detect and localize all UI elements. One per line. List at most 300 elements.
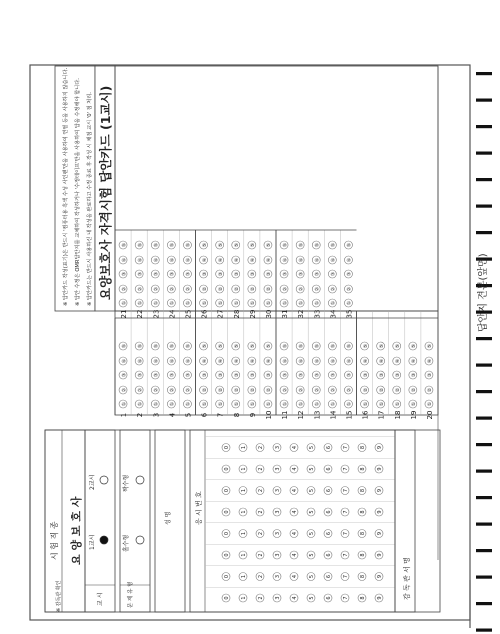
answer-bubble[interactable]: [264, 371, 272, 379]
digit-label: 9: [377, 445, 384, 450]
exam-number-bubble[interactable]: [290, 551, 298, 559]
exam-number-bubble[interactable]: [341, 508, 349, 516]
answer-bubble[interactable]: [183, 386, 191, 394]
bubble-label: ①: [201, 300, 208, 306]
exam-number-bubble[interactable]: [307, 444, 315, 452]
answer-bubble[interactable]: [151, 342, 159, 350]
answer-bubble[interactable]: [135, 270, 143, 278]
exam-number-bubble[interactable]: [307, 551, 315, 559]
answer-bubble[interactable]: [312, 270, 320, 278]
answer-bubble[interactable]: [328, 299, 336, 307]
answer-bubble[interactable]: [296, 256, 304, 264]
answer-bubble[interactable]: [151, 400, 159, 408]
answer-bubble[interactable]: [344, 342, 352, 350]
exam-number-bubble[interactable]: [375, 508, 383, 516]
answer-bubble[interactable]: [200, 386, 208, 394]
answer-bubble[interactable]: [151, 256, 159, 264]
answer-bubble[interactable]: [344, 386, 352, 394]
exam-number-bubble[interactable]: [290, 530, 298, 538]
exam-number-bubble[interactable]: [324, 487, 332, 495]
exam-number-bubble[interactable]: [341, 487, 349, 495]
answer-bubble[interactable]: [183, 285, 191, 293]
answer-bubble[interactable]: [328, 400, 336, 408]
answer-bubble[interactable]: [296, 400, 304, 408]
digit-label: 1: [241, 553, 248, 557]
answer-bubble[interactable]: [280, 371, 288, 379]
answer-bubble[interactable]: [296, 299, 304, 307]
answer-bubble[interactable]: [264, 342, 272, 350]
answer-bubble[interactable]: [216, 386, 224, 394]
bubble-label: ①: [378, 401, 385, 407]
answer-bubble[interactable]: [232, 386, 240, 394]
exam-number-bubble[interactable]: [324, 530, 332, 538]
exam-number-bubble[interactable]: [273, 508, 281, 516]
exam-number-bubble[interactable]: [341, 530, 349, 538]
exam-number-bubble[interactable]: [256, 487, 264, 495]
bubble-label: ⑤: [201, 242, 208, 248]
exam-number-bubble[interactable]: [341, 594, 349, 602]
answer-bubble[interactable]: [248, 342, 256, 350]
answer-bubble[interactable]: [216, 371, 224, 379]
answer-bubble[interactable]: [135, 256, 143, 264]
digit-label: 0: [224, 531, 231, 536]
answer-bubble[interactable]: [409, 400, 417, 408]
answer-bubble[interactable]: [377, 400, 385, 408]
digit-label: 9: [377, 596, 384, 600]
exam-number-bubble[interactable]: [358, 508, 366, 516]
answer-bubble[interactable]: [135, 386, 143, 394]
answer-bubble[interactable]: [312, 256, 320, 264]
answer-bubble[interactable]: [425, 357, 433, 365]
answer-bubble[interactable]: [393, 371, 401, 379]
digit-label: 5: [309, 596, 316, 600]
answer-bubble[interactable]: [135, 285, 143, 293]
answer-bubble[interactable]: [264, 270, 272, 278]
exam-number-bubble[interactable]: [375, 573, 383, 581]
answer-bubble[interactable]: [167, 386, 175, 394]
exam-number-bubble[interactable]: [290, 573, 298, 581]
answer-row: [135, 241, 144, 318]
question-number: 25: [184, 309, 193, 319]
answer-bubble[interactable]: [344, 400, 352, 408]
exam-number-bubble[interactable]: [324, 551, 332, 559]
question-type-bubble[interactable]: [136, 536, 144, 544]
answer-bubble[interactable]: [264, 357, 272, 365]
answer-bubble[interactable]: [248, 241, 256, 249]
answer-bubble[interactable]: [119, 400, 127, 408]
exam-number-bubble[interactable]: [222, 444, 230, 452]
exam-number-bubble[interactable]: [358, 530, 366, 538]
exam-number-bubble[interactable]: [239, 530, 247, 538]
answer-bubble[interactable]: [344, 256, 352, 264]
exam-number-bubble[interactable]: [222, 530, 230, 538]
answer-bubble[interactable]: [296, 371, 304, 379]
exam-number-bubble[interactable]: [375, 530, 383, 538]
exam-number-bubble[interactable]: [256, 444, 264, 452]
answer-bubble[interactable]: [248, 400, 256, 408]
answer-bubble[interactable]: [167, 270, 175, 278]
timing-mark: [476, 390, 492, 393]
answer-bubble[interactable]: [361, 386, 369, 394]
exam-number-bubble[interactable]: [324, 508, 332, 516]
answer-row: [183, 241, 192, 318]
answer-bubble[interactable]: [280, 342, 288, 350]
answer-bubble[interactable]: [328, 285, 336, 293]
bubble-label: ④: [137, 358, 144, 364]
answer-bubble[interactable]: [377, 357, 385, 365]
exam-number-bubble[interactable]: [358, 594, 366, 602]
answer-bubble[interactable]: [393, 386, 401, 394]
answer-bubble[interactable]: [232, 270, 240, 278]
answer-bubble[interactable]: [264, 386, 272, 394]
answer-bubble[interactable]: [361, 342, 369, 350]
session-bubble[interactable]: [100, 476, 108, 484]
answer-bubble[interactable]: [344, 371, 352, 379]
answer-bubble[interactable]: [328, 342, 336, 350]
answer-bubble[interactable]: [409, 371, 417, 379]
answer-bubble[interactable]: [248, 371, 256, 379]
exam-number-bubble[interactable]: [273, 530, 281, 538]
answer-bubble[interactable]: [183, 241, 191, 249]
answer-bubble[interactable]: [328, 241, 336, 249]
digit-label: 5: [309, 531, 316, 536]
answer-bubble[interactable]: [200, 400, 208, 408]
answer-bubble[interactable]: [119, 371, 127, 379]
answer-bubble[interactable]: [183, 357, 191, 365]
answer-bubble[interactable]: [280, 299, 288, 307]
answer-bubble[interactable]: [135, 241, 143, 249]
answer-bubble[interactable]: [280, 285, 288, 293]
answer-bubble[interactable]: [183, 371, 191, 379]
exam-number-bubble[interactable]: [324, 573, 332, 581]
answer-bubble[interactable]: [183, 299, 191, 307]
answer-bubble[interactable]: [232, 285, 240, 293]
digit-label: 7: [343, 574, 350, 579]
exam-number-bubble[interactable]: [239, 465, 247, 473]
question-number: 35: [345, 309, 354, 319]
answer-bubble[interactable]: [248, 285, 256, 293]
exam-number-bubble[interactable]: [222, 508, 230, 516]
answer-bubble[interactable]: [200, 299, 208, 307]
answer-bubble[interactable]: [200, 256, 208, 264]
exam-number-bubble[interactable]: [222, 573, 230, 581]
answer-bubble[interactable]: [167, 371, 175, 379]
bubble-label: ④: [201, 358, 208, 364]
answer-bubble[interactable]: [151, 371, 159, 379]
exam-number-bubble[interactable]: [341, 551, 349, 559]
answer-bubble[interactable]: [248, 386, 256, 394]
answer-bubble[interactable]: [312, 285, 320, 293]
answer-bubble[interactable]: [200, 285, 208, 293]
exam-number-bubble[interactable]: [239, 551, 247, 559]
answer-bubble[interactable]: [409, 357, 417, 365]
answer-bubble[interactable]: [200, 241, 208, 249]
answer-bubble[interactable]: [377, 371, 385, 379]
bubble-label: ⑤: [201, 343, 208, 349]
exam-number-bubble[interactable]: [358, 465, 366, 473]
exam-number-bubble[interactable]: [375, 465, 383, 473]
answer-bubble[interactable]: [135, 299, 143, 307]
exam-number-bubble[interactable]: [273, 551, 281, 559]
exam-number-bubble[interactable]: [239, 444, 247, 452]
answer-bubble[interactable]: [344, 357, 352, 365]
answer-bubble[interactable]: [280, 386, 288, 394]
answer-bubble[interactable]: [183, 342, 191, 350]
answer-bubble[interactable]: [312, 299, 320, 307]
exam-number-bubble[interactable]: [222, 551, 230, 559]
exam-number-bubble[interactable]: [307, 530, 315, 538]
bubble-label: ④: [169, 358, 176, 364]
answer-bubble[interactable]: [361, 357, 369, 365]
answer-bubble[interactable]: [135, 400, 143, 408]
exam-number-bubble[interactable]: [273, 444, 281, 452]
answer-bubble[interactable]: [167, 241, 175, 249]
question-number: 30: [264, 309, 273, 319]
exam-number-bubble[interactable]: [256, 530, 264, 538]
exam-number-bubble[interactable]: [222, 487, 230, 495]
answer-bubble[interactable]: [232, 342, 240, 350]
answer-bubble[interactable]: [167, 400, 175, 408]
answer-bubble[interactable]: [264, 285, 272, 293]
answer-bubble[interactable]: [328, 386, 336, 394]
answer-bubble[interactable]: [200, 357, 208, 365]
exam-number-bubble[interactable]: [358, 573, 366, 581]
answer-bubble[interactable]: [151, 285, 159, 293]
answer-bubble[interactable]: [216, 241, 224, 249]
answer-bubble[interactable]: [264, 256, 272, 264]
answer-bubble[interactable]: [312, 241, 320, 249]
answer-bubble[interactable]: [119, 299, 127, 307]
exam-number-bubble[interactable]: [239, 508, 247, 516]
answer-bubble[interactable]: [183, 270, 191, 278]
answer-bubble[interactable]: [328, 256, 336, 264]
exam-number-bubble[interactable]: [222, 594, 230, 602]
answer-bubble[interactable]: [119, 285, 127, 293]
exam-number-bubble[interactable]: [273, 465, 281, 473]
bubble-label: ③: [266, 271, 273, 277]
answer-bubble[interactable]: [328, 270, 336, 278]
answer-bubble[interactable]: [200, 270, 208, 278]
answer-bubble[interactable]: [409, 386, 417, 394]
exam-number-bubble[interactable]: [239, 487, 247, 495]
exam-number-bubble[interactable]: [358, 487, 366, 495]
answer-bubble[interactable]: [167, 256, 175, 264]
session-bubble[interactable]: [100, 536, 108, 544]
answer-bubble[interactable]: [296, 241, 304, 249]
digit-label: 1: [241, 467, 248, 471]
answer-bubble[interactable]: [232, 357, 240, 365]
bubble-label: ②: [169, 286, 176, 292]
answer-bubble[interactable]: [280, 241, 288, 249]
answer-bubble[interactable]: [232, 371, 240, 379]
exam-number-bubble[interactable]: [307, 573, 315, 581]
exam-number-bubble[interactable]: [307, 508, 315, 516]
answer-bubble[interactable]: [296, 285, 304, 293]
exam-number-bubble[interactable]: [256, 594, 264, 602]
answer-bubble[interactable]: [232, 241, 240, 249]
exam-number-bubble[interactable]: [256, 551, 264, 559]
timing-mark: [476, 125, 492, 128]
answer-bubble[interactable]: [151, 299, 159, 307]
answer-bubble[interactable]: [248, 256, 256, 264]
answer-bubble[interactable]: [312, 400, 320, 408]
answer-bubble[interactable]: [296, 357, 304, 365]
exam-number-bubble[interactable]: [324, 594, 332, 602]
answer-bubble[interactable]: [135, 357, 143, 365]
exam-number-bubble[interactable]: [307, 487, 315, 495]
answer-bubble[interactable]: [183, 256, 191, 264]
exam-number-bubble[interactable]: [375, 594, 383, 602]
answer-bubble[interactable]: [393, 357, 401, 365]
answer-bubble[interactable]: [216, 400, 224, 408]
exam-number-bubble[interactable]: [358, 551, 366, 559]
answer-bubble[interactable]: [119, 270, 127, 278]
answer-bubble[interactable]: [425, 400, 433, 408]
answer-bubble[interactable]: [425, 386, 433, 394]
answer-bubble[interactable]: [216, 285, 224, 293]
answer-bubble[interactable]: [248, 270, 256, 278]
answer-bubble[interactable]: [425, 342, 433, 350]
exam-number-bubble[interactable]: [256, 465, 264, 473]
answer-bubble[interactable]: [248, 299, 256, 307]
answer-bubble[interactable]: [393, 342, 401, 350]
answer-bubble[interactable]: [232, 299, 240, 307]
bubble-label: ⑤: [217, 242, 224, 248]
timing-mark: [476, 523, 492, 526]
answer-bubble[interactable]: [312, 342, 320, 350]
exam-number-bubble[interactable]: [375, 487, 383, 495]
answer-bubble[interactable]: [151, 386, 159, 394]
exam-number-bubble[interactable]: [341, 573, 349, 581]
answer-bubble[interactable]: [167, 342, 175, 350]
question-type-bubble[interactable]: [136, 476, 144, 484]
exam-number-bubble[interactable]: [239, 573, 247, 581]
question-number: 19: [409, 410, 418, 420]
bubble-label: ④: [394, 358, 401, 364]
answer-bubble[interactable]: [328, 357, 336, 365]
answer-bubble[interactable]: [264, 299, 272, 307]
answer-bubble[interactable]: [280, 256, 288, 264]
answer-bubble[interactable]: [216, 342, 224, 350]
answer-bubble[interactable]: [200, 342, 208, 350]
answer-bubble[interactable]: [264, 400, 272, 408]
answer-bubble[interactable]: [264, 241, 272, 249]
exam-number-bubble[interactable]: [324, 465, 332, 473]
answer-bubble[interactable]: [216, 357, 224, 365]
answer-bubble[interactable]: [344, 285, 352, 293]
answer-bubble[interactable]: [361, 400, 369, 408]
answer-bubble[interactable]: [328, 371, 336, 379]
exam-number-bubble[interactable]: [375, 551, 383, 559]
question-number: 33: [313, 309, 322, 319]
answer-bubble[interactable]: [377, 342, 385, 350]
bubble-label: ②: [378, 387, 385, 393]
exam-number-bubble[interactable]: [290, 444, 298, 452]
answer-bubble[interactable]: [296, 386, 304, 394]
bubble-label: ④: [314, 257, 321, 263]
answer-bubble[interactable]: [119, 357, 127, 365]
answer-bubble[interactable]: [312, 386, 320, 394]
answer-bubble[interactable]: [409, 342, 417, 350]
answer-bubble[interactable]: [135, 371, 143, 379]
answer-bubble[interactable]: [119, 241, 127, 249]
answer-bubble[interactable]: [200, 371, 208, 379]
exam-number-bubble[interactable]: [290, 465, 298, 473]
answer-bubble[interactable]: [167, 357, 175, 365]
exam-number-bubble[interactable]: [341, 444, 349, 452]
answer-row: [183, 342, 192, 417]
answer-bubble[interactable]: [119, 386, 127, 394]
answer-bubble[interactable]: [216, 299, 224, 307]
answer-bubble[interactable]: [344, 270, 352, 278]
answer-bubble[interactable]: [119, 256, 127, 264]
exam-number-bubble[interactable]: [341, 465, 349, 473]
answer-bubble[interactable]: [151, 241, 159, 249]
exam-number-bubble[interactable]: [375, 444, 383, 452]
bubble-label: ①: [427, 401, 434, 407]
answer-bubble[interactable]: [377, 386, 385, 394]
answer-bubble[interactable]: [344, 241, 352, 249]
answer-bubble[interactable]: [216, 256, 224, 264]
answer-bubble[interactable]: [232, 256, 240, 264]
exam-number-bubble[interactable]: [273, 487, 281, 495]
exam-number-bubble[interactable]: [290, 487, 298, 495]
exam-number-bubble[interactable]: [273, 594, 281, 602]
exam-number-bubble[interactable]: [273, 573, 281, 581]
answer-bubble[interactable]: [393, 400, 401, 408]
answer-bubble[interactable]: [167, 299, 175, 307]
answer-bubble[interactable]: [119, 342, 127, 350]
exam-number-bubble[interactable]: [307, 465, 315, 473]
bubble-label: ②: [217, 387, 224, 393]
answer-bubble[interactable]: [312, 357, 320, 365]
exam-number-bubble[interactable]: [307, 594, 315, 602]
exam-number-bubble[interactable]: [239, 594, 247, 602]
answer-bubble[interactable]: [232, 400, 240, 408]
exam-number-bubble[interactable]: [358, 444, 366, 452]
answer-bubble[interactable]: [151, 357, 159, 365]
answer-bubble[interactable]: [280, 270, 288, 278]
exam-number-bubble[interactable]: [290, 508, 298, 516]
bubble-label: ⑤: [233, 343, 240, 349]
answer-bubble[interactable]: [344, 299, 352, 307]
answer-bubble[interactable]: [183, 400, 191, 408]
answer-bubble[interactable]: [361, 371, 369, 379]
answer-bubble[interactable]: [135, 342, 143, 350]
exam-number-bubble[interactable]: [324, 444, 332, 452]
answer-bubble[interactable]: [280, 357, 288, 365]
answer-bubble[interactable]: [151, 270, 159, 278]
exam-number-bubble[interactable]: [256, 573, 264, 581]
bubble-label: ④: [185, 257, 192, 263]
bubble-label: ③: [153, 271, 160, 277]
answer-bubble[interactable]: [296, 270, 304, 278]
exam-number-bubble[interactable]: [256, 508, 264, 516]
answer-bubble[interactable]: [216, 270, 224, 278]
bubble-label: ②: [346, 387, 353, 393]
answer-row: [312, 241, 321, 318]
exam-number-bubble[interactable]: [290, 594, 298, 602]
answer-bubble[interactable]: [425, 371, 433, 379]
answer-bubble[interactable]: [312, 371, 320, 379]
answer-bubble[interactable]: [296, 342, 304, 350]
exam-number-bubble[interactable]: [222, 465, 230, 473]
answer-bubble[interactable]: [248, 357, 256, 365]
bubble-label: ①: [282, 401, 289, 407]
answer-bubble[interactable]: [280, 400, 288, 408]
proctor-check-note: ※ 감독관 확인: [56, 580, 62, 612]
answer-bubble[interactable]: [167, 285, 175, 293]
